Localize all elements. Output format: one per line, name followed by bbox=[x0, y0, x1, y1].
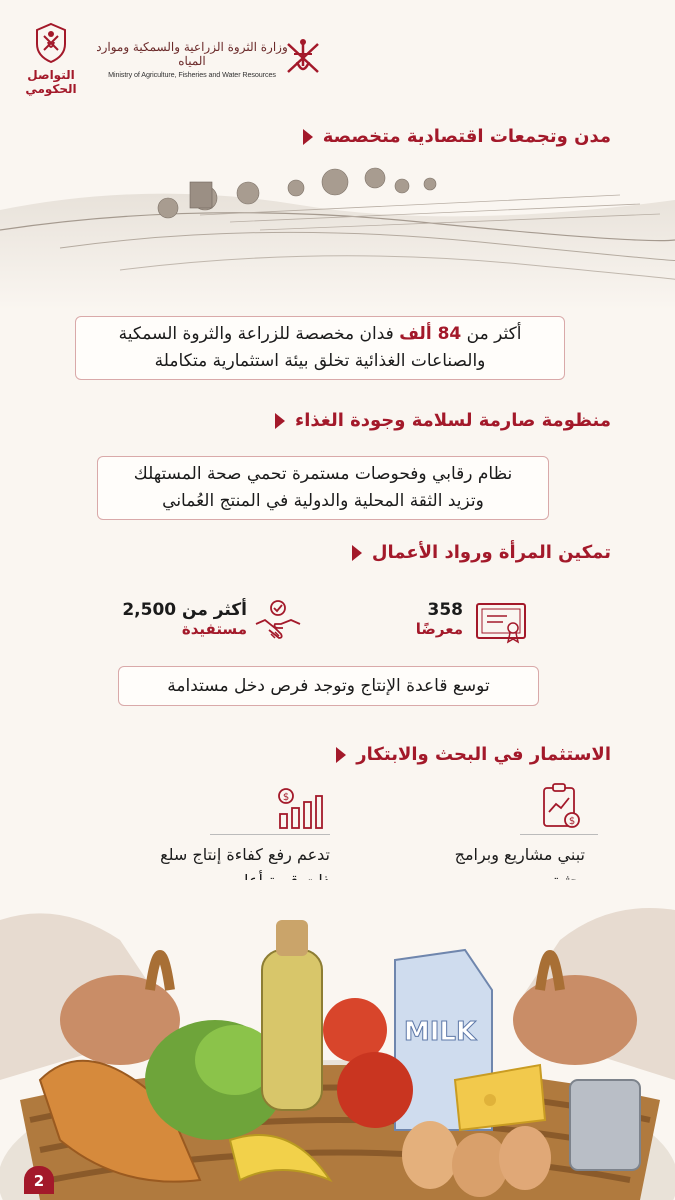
stat-exhibitions bbox=[403, 600, 463, 638]
page-number-badge: 2 bbox=[24, 1166, 54, 1194]
stat-number: 358 bbox=[427, 600, 463, 620]
statement-line-1: نظام رقابي وفحوصات مستمرة تحمي صحة المستهلك bbox=[133, 464, 513, 484]
statement-line-1 bbox=[86, 321, 554, 348]
farmland-landscape-illustration bbox=[0, 160, 675, 310]
arrow-left-icon bbox=[303, 129, 313, 145]
stat-label: مستفيدة bbox=[181, 620, 247, 638]
section-title: تمكين المرأة ورواد الأعمال bbox=[371, 542, 611, 563]
section-heading-women-entrepreneurs bbox=[352, 542, 611, 563]
statement-suffix: فدان مخصصة للزراعة والثروة السمكية bbox=[118, 324, 394, 344]
milk-label: MILK bbox=[403, 1017, 477, 1047]
ministry-name bbox=[92, 40, 292, 79]
statement-prefix: أكثر من bbox=[466, 324, 522, 344]
statement-box-food-safety bbox=[97, 456, 549, 520]
statement-line-2: والصناعات الغذائية تخلق بيئة استثمارية متكاملة bbox=[154, 351, 486, 371]
stat-beneficiaries bbox=[107, 600, 247, 638]
arrow-left-icon bbox=[275, 413, 285, 429]
statement-text: توسع قاعدة الإنتاج وتوجد فرص دخل مستدامة bbox=[167, 676, 490, 696]
svg-text:$: $ bbox=[568, 816, 576, 827]
item-line-1: تبني مشاريع وبرامج bbox=[454, 845, 585, 864]
clipboard-growth-icon bbox=[540, 782, 584, 832]
section-title: الاستثمار في البحث والابتكار bbox=[356, 744, 611, 765]
bar-chart-dollar-icon bbox=[274, 786, 324, 832]
arrow-left-icon bbox=[336, 747, 346, 763]
svg-text:$: $ bbox=[282, 792, 290, 803]
statement-box-production bbox=[118, 666, 539, 706]
ministry-name-arabic: وزارة الثروة الزراعية والسمكية وموارد المياه bbox=[96, 40, 288, 68]
stat-number: أكثر من 2,500 bbox=[122, 600, 247, 620]
handshake-icon bbox=[253, 598, 303, 646]
section-title: مدن وتجمعات اقتصادية متخصصة bbox=[322, 126, 611, 147]
oman-khanjar-emblem-icon bbox=[280, 36, 326, 80]
food-basket-illustration bbox=[0, 880, 675, 1200]
arrow-left-icon bbox=[352, 545, 362, 561]
item-line-1: تدعم رفع كفاءة إنتاج سلع bbox=[160, 845, 330, 864]
ministry-name-english: Ministry of Agriculture, Fisheries and Water Resources bbox=[108, 70, 276, 79]
section-title: منظومة صارمة لسلامة وجودة الغذاء bbox=[295, 410, 611, 431]
statement-line-2: وتزيد الثقة المحلية والدولية في المنتج العُماني bbox=[162, 491, 484, 511]
divider bbox=[520, 834, 598, 835]
section-heading-food-safety bbox=[275, 410, 611, 431]
section-heading-research-innovation bbox=[336, 744, 611, 765]
oman-emblem-icon bbox=[33, 22, 69, 64]
stat-label: معرضًا bbox=[415, 620, 463, 638]
section-heading-economic-cities bbox=[303, 126, 611, 147]
statement-box-acres bbox=[75, 316, 565, 380]
government-communication-text: التواصل الحكومي bbox=[25, 68, 77, 96]
government-communication-logo bbox=[20, 22, 82, 102]
highlight-84-thousand: 84 ألف bbox=[399, 324, 462, 344]
certificate-icon bbox=[473, 600, 529, 646]
divider bbox=[210, 834, 330, 835]
